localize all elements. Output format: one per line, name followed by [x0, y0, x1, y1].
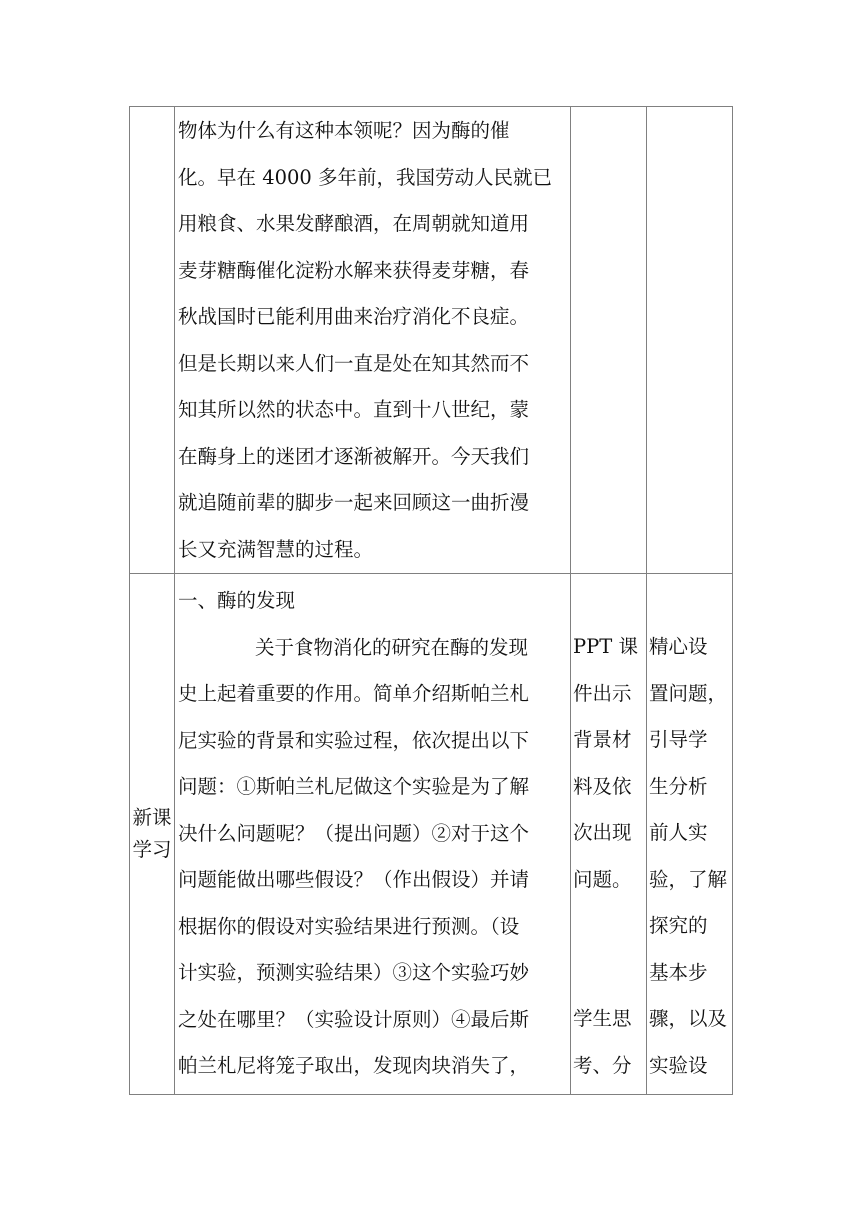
content-line: 决什么问题呢？（提出问题）②对于这个	[178, 821, 530, 845]
content-line: 根据你的假设对实验结果进行预测。（设	[178, 914, 520, 938]
content-line: 但是长期以来人们一直是处在知其然而不	[178, 351, 530, 375]
stage-label: 学习	[132, 838, 172, 861]
activity-line: 考、分	[573, 1053, 632, 1077]
intent-line: 实验设	[649, 1053, 708, 1077]
intent-line: 骤，以及	[649, 1007, 728, 1030]
stage-label: 新课	[132, 806, 172, 829]
content-line: 关于食物消化的研究在酶的发现	[255, 635, 529, 659]
content-line: 知其所以然的状态中。直到十八世纪，蒙	[178, 398, 530, 421]
content-cell	[175, 107, 571, 574]
intent-line: 基本步	[649, 960, 708, 984]
student-activity-cell	[571, 107, 647, 574]
table-row	[130, 574, 733, 1095]
design-intent-cell	[647, 574, 733, 1095]
stage-cell	[130, 574, 175, 1095]
content-line: 用粮食、水果发酵酿酒，在周朝就知道用	[178, 212, 530, 235]
intent-line: 精心设	[649, 635, 708, 658]
content-line: 物体为什么有这种本领呢？因为酶的催	[178, 119, 510, 142]
activity-line: 料及依	[573, 774, 632, 798]
content-line: 问题能做出哪些假设？（作出假设）并请	[178, 868, 530, 891]
content-line: 长又充满智慧的过程。	[178, 537, 374, 561]
spacer	[571, 903, 646, 996]
content-line: 秋战国时已能利用曲来治疗消化不良症。	[178, 305, 530, 328]
section-heading: 一、酶的发现	[178, 589, 296, 612]
intent-line: 生分析	[649, 774, 708, 798]
intent-line: 前人实	[649, 821, 708, 844]
content-line: 计实验，预测实验结果）③这个实验巧妙	[178, 961, 530, 984]
content-cell	[175, 574, 571, 1095]
stage-cell	[130, 107, 175, 574]
content-line: 麦芽糖酶催化淀粉水解来获得麦芽糖，春	[178, 258, 530, 282]
lesson-plan-table	[129, 106, 733, 1095]
content-line: 史上起着重要的作用。简单介绍斯帕兰札	[178, 682, 530, 705]
content-line: 就追随前辈的脚步一起来回顾这一曲折漫	[178, 491, 530, 514]
activity-line: 次出现	[573, 821, 632, 844]
activity-line: 件出示	[573, 681, 632, 705]
student-activity-cell	[571, 574, 647, 1095]
activity-line: PPT 课	[573, 635, 638, 658]
design-intent-cell	[647, 107, 733, 574]
content-line: 化。早在 4000 多年前，我国劳动人民就已	[178, 165, 553, 189]
content-line: 尼实验的背景和实验过程，依次提出以下	[178, 728, 530, 752]
content-line: 之处在哪里？（实验设计原则）④最后斯	[178, 1007, 530, 1031]
activity-line: 背景材	[573, 728, 632, 751]
table-row	[130, 107, 733, 574]
activity-line: 问题。	[573, 867, 632, 891]
content-line: 问题：①斯帕兰札尼做这个实验是为了解	[178, 775, 530, 798]
content-line: 在酶身上的迷团才逐渐被解开。今天我们	[178, 444, 530, 468]
intent-line: 探究的	[649, 914, 708, 937]
activity-line: 学生思	[573, 1007, 632, 1030]
content-line: 帕兰札尼将笼子取出，发现肉块消失了，	[178, 1054, 530, 1077]
intent-line: 引导学	[649, 728, 708, 751]
intent-line: 置问题，	[649, 681, 728, 705]
intent-line: 验，了解	[649, 867, 728, 891]
